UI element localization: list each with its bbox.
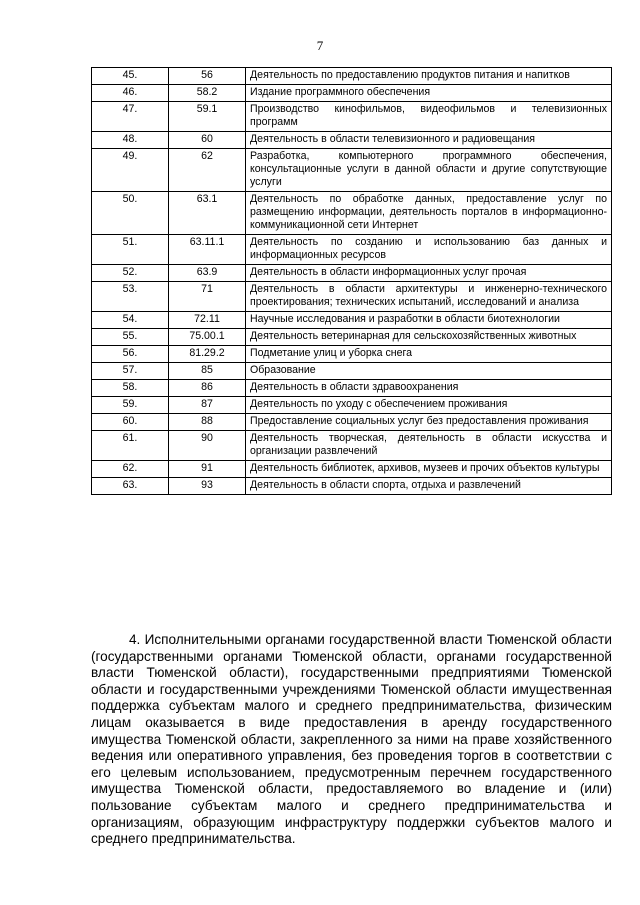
table-row (92, 312, 612, 329)
okved-code-cell: 62 (169, 149, 246, 192)
table-row (92, 68, 612, 85)
activity-description-cell: Деятельность по предоставлению продуктов питания и напитков (246, 68, 612, 85)
row-number-cell: 49. (92, 149, 169, 192)
activity-description-cell: Деятельность по уходу с обеспечением проживания (246, 397, 612, 414)
activity-description-cell: Подметание улиц и уборка снега (246, 346, 612, 363)
okved-code-cell: 90 (169, 431, 246, 461)
row-number-cell: 52. (92, 265, 169, 282)
okved-code-cell: 63.11.1 (169, 235, 246, 265)
activity-description-cell: Образование (246, 363, 612, 380)
activity-codes-table (91, 67, 612, 495)
okved-code-cell: 75.00.1 (169, 329, 246, 346)
okved-code-cell: 93 (169, 478, 246, 495)
activity-description-cell: Производство кинофильмов, видеофильмов и телевизионных программ (246, 102, 612, 132)
row-number-cell: 51. (92, 235, 169, 265)
activity-description-cell: Научные исследования и разработки в области биотехнологии (246, 312, 612, 329)
table-row (92, 149, 612, 192)
table-row (92, 363, 612, 380)
activity-description-cell: Деятельность в области спорта, отдыха и развлечений (246, 478, 612, 495)
activity-description-cell: Деятельность в области информационных услуг прочая (246, 265, 612, 282)
activity-description-cell: Деятельность по созданию и использованию баз данных и информационных ресурсов (246, 235, 612, 265)
row-number-cell: 62. (92, 461, 169, 478)
table-row (92, 192, 612, 235)
table-row (92, 478, 612, 495)
activity-description-cell: Деятельность по обработке данных, предоставление услуг по размещению информации, деятельность порталов в информационно-коммуникационной сети Интернет (246, 192, 612, 235)
okved-code-cell: 87 (169, 397, 246, 414)
table-body (92, 68, 612, 495)
okved-code-cell: 88 (169, 414, 246, 431)
okved-code-cell: 60 (169, 132, 246, 149)
okved-code-cell: 85 (169, 363, 246, 380)
row-number-cell: 45. (92, 68, 169, 85)
okved-code-cell: 63.9 (169, 265, 246, 282)
row-number-cell: 54. (92, 312, 169, 329)
okved-code-cell: 56 (169, 68, 246, 85)
row-number-cell: 61. (92, 431, 169, 461)
table-row (92, 346, 612, 363)
table-row (92, 282, 612, 312)
activity-description-cell: Предоставление социальных услуг без предоставления проживания (246, 414, 612, 431)
okved-code-cell: 91 (169, 461, 246, 478)
page-number: 7 (316, 38, 324, 53)
row-number-cell: 46. (92, 85, 169, 102)
okved-code-cell: 71 (169, 282, 246, 312)
table-row (92, 235, 612, 265)
activity-description-cell: Деятельность в области архитектуры и инженерно-технического проектирования; технических испытаний, исследований и анализа (246, 282, 612, 312)
row-number-cell: 47. (92, 102, 169, 132)
activity-description-cell: Деятельность ветеринарная для сельскохозяйственных животных (246, 329, 612, 346)
okved-code-cell: 81.29.2 (169, 346, 246, 363)
table-row (92, 265, 612, 282)
row-number-cell: 58. (92, 380, 169, 397)
okved-code-cell: 72.11 (169, 312, 246, 329)
row-number-cell: 60. (92, 414, 169, 431)
body-paragraph: 4. Исполнительными органами государственной власти Тюменской области (государственными органами Тюменской области, органами государственной власти Тюменской области), государственными предприятиями Тюменской области и государственными учреждениями Тюменской области имущественная поддержка субъектам малого и среднего предпринимательства, физическим лицам оказывается в виде предоставления в аренду государственного имущества Тюменской области, закрепленного за ними на праве хозяйственного ведения или оперативного управления, без проведения торгов в соответствии с его целевым использованием, предусмотренным перечнем государственного имущества Тюменской области, предоставляемого во владение и (или) пользование субъектам малого и среднего предпринимательства и организациям, образующим инфраструктуру поддержки субъектов малого и среднего предпринимательства. (91, 632, 612, 847)
table-row (92, 329, 612, 346)
row-number-cell: 55. (92, 329, 169, 346)
okved-code-cell: 58.2 (169, 85, 246, 102)
table-row (92, 102, 612, 132)
row-number-cell: 63. (92, 478, 169, 495)
activity-description-cell: Деятельность творческая, деятельность в области искусства и организации развлечений (246, 431, 612, 461)
row-number-cell: 50. (92, 192, 169, 235)
activity-description-cell: Разработка, компьютерного программного обеспечения, консультационные услуги в данной области и другие сопутствующие услуги (246, 149, 612, 192)
table-row (92, 397, 612, 414)
activity-description-cell: Издание программного обеспечения (246, 85, 612, 102)
table-row (92, 85, 612, 102)
row-number-cell: 56. (92, 346, 169, 363)
table-row (92, 461, 612, 478)
row-number-cell: 57. (92, 363, 169, 380)
table-row (92, 132, 612, 149)
table-row (92, 414, 612, 431)
table-row (92, 431, 612, 461)
row-number-cell: 48. (92, 132, 169, 149)
table-row (92, 380, 612, 397)
okved-code-cell: 59.1 (169, 102, 246, 132)
activity-description-cell: Деятельность в области телевизионного и радиовещания (246, 132, 612, 149)
row-number-cell: 53. (92, 282, 169, 312)
activity-description-cell: Деятельность в области здравоохранения (246, 380, 612, 397)
okved-code-cell: 86 (169, 380, 246, 397)
row-number-cell: 59. (92, 397, 169, 414)
okved-code-cell: 63.1 (169, 192, 246, 235)
activity-description-cell: Деятельность библиотек, архивов, музеев и прочих объектов культуры (246, 461, 612, 478)
